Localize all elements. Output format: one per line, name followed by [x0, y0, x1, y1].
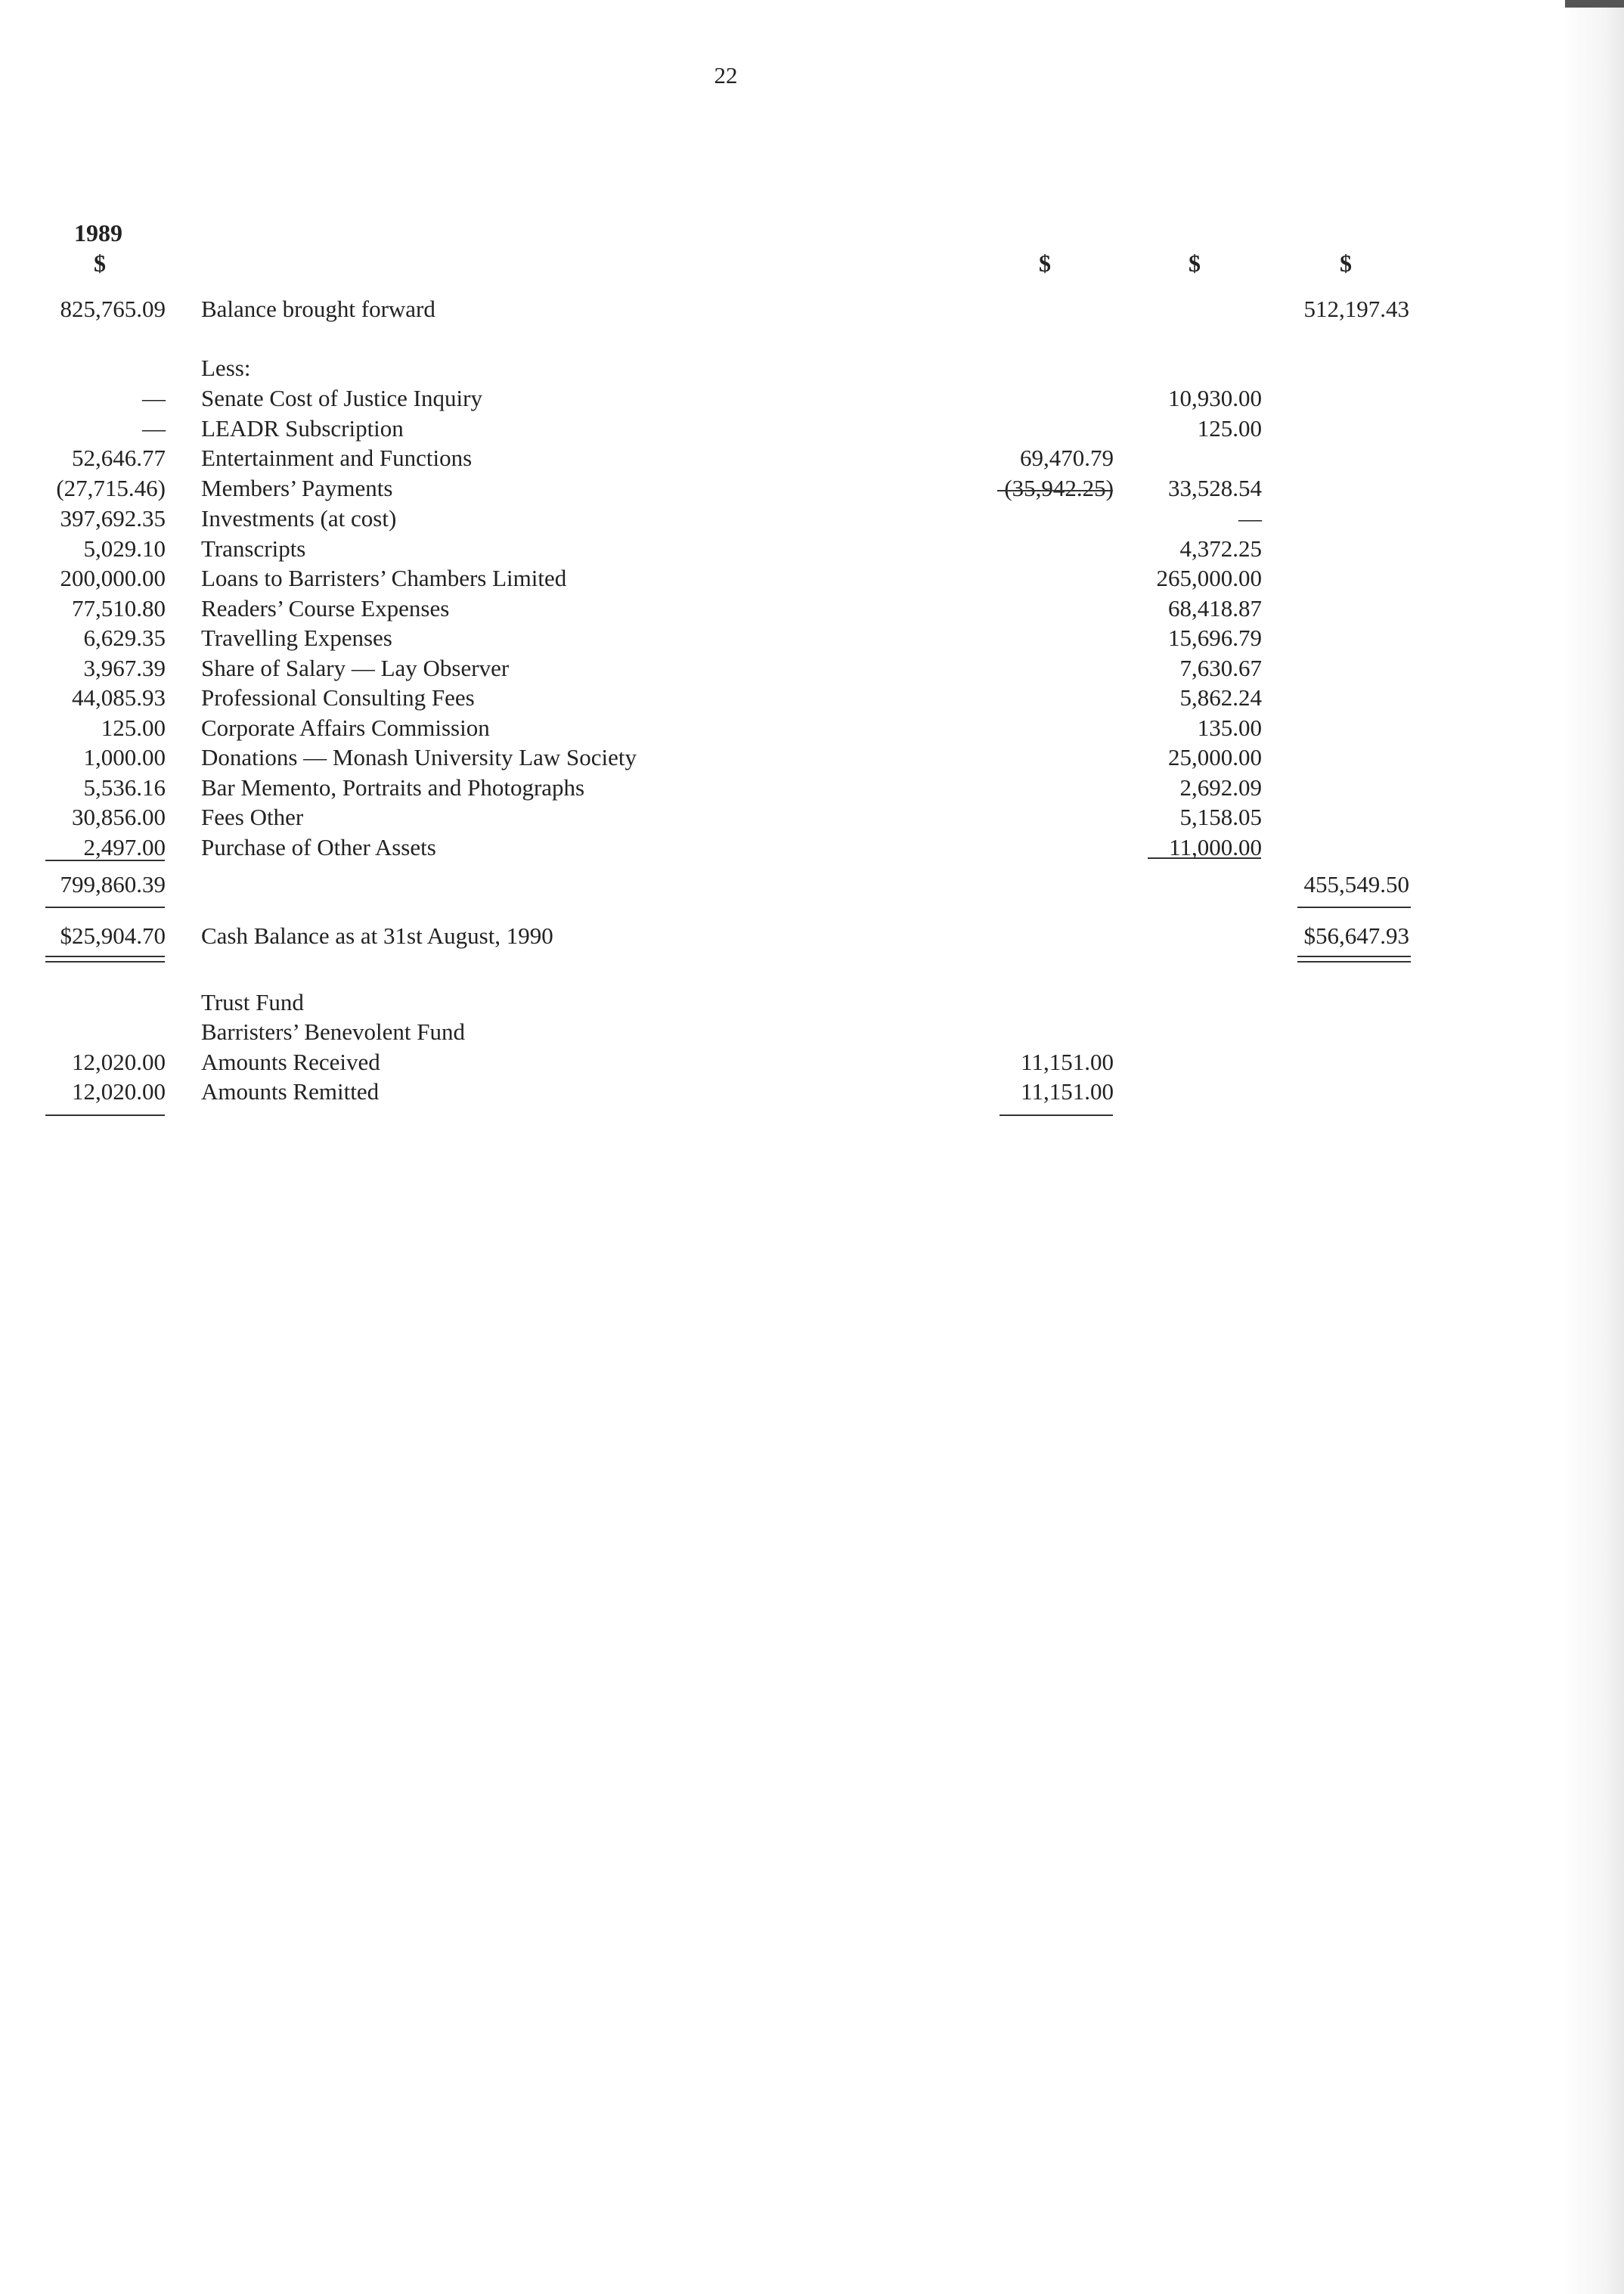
page-number: 22 — [714, 62, 738, 88]
expense-prior: 1,000.00 — [83, 744, 166, 770]
expense-label: Loans to Barristers’ Chambers Limited — [201, 565, 567, 591]
expense-prior: (27,715.46) — [56, 475, 166, 501]
trust-fund-title: Trust Fund — [201, 989, 304, 1015]
page-edge-mark — [1565, 0, 1624, 8]
balance-forward-prior: 825,765.09 — [60, 296, 166, 322]
expense-label: Travelling Expenses — [201, 625, 392, 651]
expense-amount: 2,692.09 — [1179, 774, 1262, 801]
prior-cash-double-rule — [45, 956, 165, 963]
expense-amount: 15,696.79 — [1168, 625, 1262, 651]
expense-label: Readers’ Course Expenses — [201, 595, 450, 622]
expense-label: Professional Consulting Fees — [201, 684, 475, 711]
col-a-currency-heading: $ — [1039, 250, 1051, 277]
expense-prior: 6,629.35 — [83, 625, 166, 651]
trust-label: Amounts Remitted — [201, 1078, 380, 1105]
expense-prior: 44,085.93 — [72, 684, 166, 711]
cash-balance-prior: $25,904.70 — [60, 922, 166, 949]
cash-balance-label: Cash Balance as at 31st August, 1990 — [201, 922, 553, 949]
col-b-currency-heading: $ — [1189, 250, 1201, 277]
expense-label: Transcripts — [201, 535, 306, 562]
expense-label: LEADR Subscription — [201, 415, 404, 442]
current-cash-double-rule — [1297, 956, 1411, 963]
expense-amount: 5,158.05 — [1179, 804, 1262, 830]
expense-prior: 2,497.00 — [83, 834, 166, 860]
expense-prior: — — [142, 385, 166, 411]
expense-label: Entertainment and Functions — [201, 445, 473, 471]
expense-prior: 397,692.35 — [60, 505, 166, 532]
expense-amount: 125.00 — [1197, 415, 1262, 442]
expense-amount: 135.00 — [1197, 715, 1262, 741]
trust-amount-rule — [1000, 1114, 1113, 1116]
balance-forward-label: Balance brought forward — [201, 296, 435, 322]
subtotal-rule — [997, 490, 1113, 491]
expense-amount: — — [1238, 505, 1262, 532]
balance-forward-current: 512,197.43 — [1303, 296, 1409, 322]
expense-label: Bar Memento, Portraits and Photographs — [201, 774, 585, 801]
expense-prior: 125.00 — [101, 715, 166, 741]
expense-prior: — — [142, 415, 166, 442]
trust-prior-rule — [45, 1114, 165, 1116]
prior-total-rule — [45, 907, 165, 908]
expense-label: Investments (at cost) — [201, 505, 397, 532]
expense-label: Senate Cost of Justice Inquiry — [201, 385, 482, 411]
page-edge-shadow — [1562, 0, 1624, 2294]
expense-amount: 10,930.00 — [1168, 385, 1262, 411]
trust-amount: 11,151.00 — [1021, 1049, 1114, 1075]
expense-label: Corporate Affairs Commission — [201, 715, 490, 741]
expense-prior: 77,510.80 — [72, 595, 166, 622]
less-label: Less: — [201, 355, 251, 381]
expenses-subtotal-rule — [1148, 857, 1261, 859]
current-total: 455,549.50 — [1303, 871, 1409, 897]
expense-label: Members’ Payments — [201, 475, 393, 501]
expense-amount: 68,418.87 — [1168, 595, 1262, 622]
expense-amount: 7,630.67 — [1179, 655, 1262, 681]
expense-label: Share of Salary — Lay Observer — [201, 655, 510, 681]
expense-amount: 265,000.00 — [1156, 565, 1262, 591]
expense-label: Fees Other — [201, 804, 304, 830]
expense-amount: 4,372.25 — [1179, 535, 1262, 562]
expense-amount: 11,000.00 — [1169, 834, 1262, 860]
expense-amount: 5,862.24 — [1179, 684, 1262, 711]
expense-amount: 33,528.54 — [1168, 475, 1262, 501]
expense-amount: 25,000.00 — [1168, 744, 1262, 770]
prior-subtotal-rule — [45, 860, 165, 861]
expense-prior: 5,536.16 — [83, 774, 166, 801]
prior-total: 799,860.39 — [60, 871, 166, 897]
expense-prior: 3,967.39 — [83, 655, 166, 681]
trust-amount: 11,151.00 — [1021, 1078, 1114, 1105]
expense-subamount: (35,942.25) — [1004, 475, 1114, 501]
prior-year-heading: 1989 — [74, 219, 122, 246]
prior-currency-heading: $ — [94, 250, 106, 277]
expense-prior: 200,000.00 — [60, 565, 166, 591]
trust-fund-subtitle: Barristers’ Benevolent Fund — [201, 1018, 465, 1045]
expense-prior: 52,646.77 — [72, 445, 166, 471]
expense-label: Donations — Monash University Law Society — [201, 744, 637, 770]
trust-label: Amounts Received — [201, 1049, 380, 1075]
cash-balance-current: $56,647.93 — [1303, 922, 1409, 949]
expense-prior: 30,856.00 — [72, 804, 166, 830]
trust-prior: 12,020.00 — [72, 1049, 166, 1075]
expense-subamount: 69,470.79 — [1020, 445, 1114, 471]
col-c-currency-heading: $ — [1340, 250, 1352, 277]
expense-prior: 5,029.10 — [83, 535, 166, 562]
expense-label: Purchase of Other Assets — [201, 834, 436, 860]
trust-prior: 12,020.00 — [72, 1078, 166, 1105]
current-total-rule — [1297, 907, 1411, 908]
